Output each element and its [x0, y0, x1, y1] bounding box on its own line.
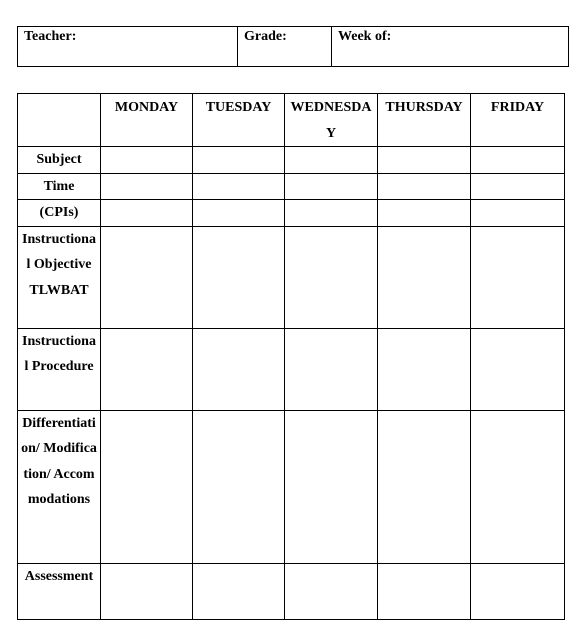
plan-cell[interactable] [193, 328, 285, 410]
row-label-instructional-procedure: Instructional Procedure [18, 328, 101, 410]
corner-cell [18, 94, 101, 147]
plan-cell[interactable] [378, 410, 471, 563]
plan-cell[interactable] [378, 147, 471, 174]
day-header-thursday: THURSDAY [378, 94, 471, 147]
plan-cell[interactable] [378, 200, 471, 227]
plan-cell[interactable] [101, 563, 193, 619]
row-label-cpis: (CPIs) [18, 200, 101, 227]
header-info-table [17, 26, 569, 67]
plan-cell[interactable] [285, 563, 378, 619]
row-label-assessment: Assessment [18, 563, 101, 619]
plan-cell[interactable] [378, 328, 471, 410]
plan-cell[interactable] [101, 328, 193, 410]
row-label-differentiation: Differentiation/ Modification/ Accommodations [18, 410, 101, 563]
plan-cell[interactable] [193, 173, 285, 200]
plan-cell[interactable] [101, 410, 193, 563]
plan-cell[interactable] [285, 147, 378, 174]
row-label-subject: Subject [18, 147, 101, 174]
day-header-tuesday: TUESDAY [193, 94, 285, 147]
plan-cell[interactable] [471, 200, 565, 227]
plan-cell[interactable] [471, 226, 565, 328]
week-of-field[interactable]: Week of: [332, 27, 569, 67]
plan-cell[interactable] [285, 410, 378, 563]
plan-cell[interactable] [378, 563, 471, 619]
plan-cell[interactable] [193, 563, 285, 619]
grade-field[interactable]: Grade: [238, 27, 332, 67]
day-header-wednesday: WEDNESDAY [285, 94, 378, 147]
row-label-time: Time [18, 173, 101, 200]
plan-cell[interactable] [101, 226, 193, 328]
lesson-plan-grid [17, 93, 565, 620]
plan-cell[interactable] [471, 147, 565, 174]
plan-cell[interactable] [285, 200, 378, 227]
plan-cell[interactable] [471, 563, 565, 619]
plan-cell[interactable] [193, 410, 285, 563]
plan-cell[interactable] [193, 226, 285, 328]
day-header-monday: MONDAY [101, 94, 193, 147]
plan-cell[interactable] [285, 173, 378, 200]
plan-cell[interactable] [193, 200, 285, 227]
plan-cell[interactable] [101, 200, 193, 227]
day-header-friday: FRIDAY [471, 94, 565, 147]
plan-cell[interactable] [193, 147, 285, 174]
plan-cell[interactable] [378, 173, 471, 200]
plan-cell[interactable] [285, 226, 378, 328]
plan-cell[interactable] [471, 328, 565, 410]
plan-cell[interactable] [101, 173, 193, 200]
plan-cell[interactable] [101, 147, 193, 174]
plan-cell[interactable] [378, 226, 471, 328]
plan-cell[interactable] [471, 410, 565, 563]
plan-cell[interactable] [285, 328, 378, 410]
teacher-field[interactable]: Teacher: [18, 27, 238, 67]
row-label-instructional-objective: Instructional Objective TLWBAT [18, 226, 101, 328]
plan-cell[interactable] [471, 173, 565, 200]
